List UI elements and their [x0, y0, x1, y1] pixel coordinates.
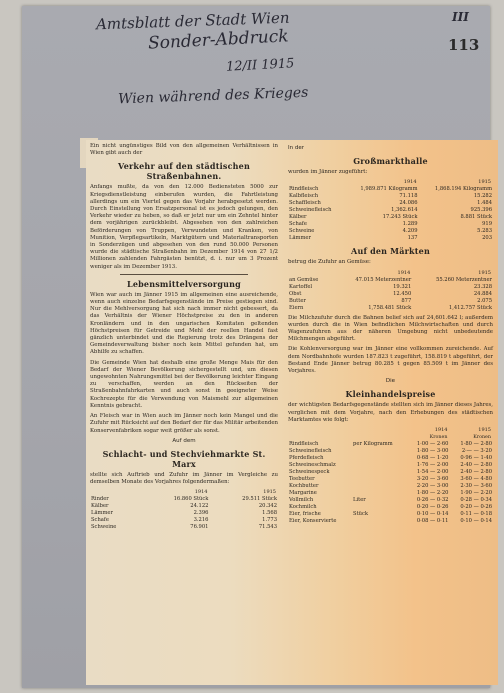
intro-text: Ein nicht ungünstiges Bild von den allgemeinen Verhältnissen in Wien gibt auch der: [90, 143, 278, 157]
value-cell: 1.289: [402, 221, 418, 228]
item-cell: Kalbfleisch: [289, 193, 319, 200]
table-row: [288, 441, 493, 448]
heading-lebensmittel: Lebensmittelversorgung: [127, 278, 241, 289]
unit-row: [288, 434, 493, 441]
table-row: [288, 200, 493, 207]
value-cell: 1,989.871 Kilogramm: [360, 186, 418, 193]
value-cell: 29.511 Stück: [242, 496, 277, 503]
unit-cell: [352, 469, 406, 476]
table-row: [288, 284, 493, 291]
item-cell: Vollmilch: [289, 497, 314, 504]
unit-cell: [352, 504, 406, 511]
item-cell: Schaffleisch: [289, 200, 321, 207]
item-cell: Rindfleisch: [289, 186, 319, 193]
table-row: [90, 517, 278, 524]
table-row: [288, 214, 493, 221]
heading-maerkte: Auf den Märkten: [351, 246, 430, 257]
value-cell: 1·54 — 2·00: [416, 469, 449, 476]
lebensmittel-paragraph-1: Wien war auch im Jänner 1915 im allgemeinen eine ausreichende, wenn auch einzelne Bedarfsgegenstände im Preise gestiegen sind. Nur die Mehlversorgung hat sich nach immer nicht gebessert, da das Verhältnis der Wiener Höchstpreise zu den in anderen Kronländern und in den ungarischen Komitaten geltenden Höchstpreisen für Getreide und Mehl der reellen Handel fast gänzlich unterbindet und die Regierung trotz des Drängens der Gemeindeverwaltung bisher noch kein Mittel gefunden hat, um Abhilfe zu schaffen.: [90, 291, 278, 356]
klein-table: [288, 427, 493, 525]
table-row: [288, 497, 493, 504]
value-cell: 55.260 Meterzentner: [436, 276, 492, 283]
table-row: [288, 207, 493, 214]
value-cell: 203: [482, 235, 492, 242]
value-cell: 877: [401, 297, 412, 304]
value-cell: 919: [482, 221, 492, 228]
heading-kleinhandelspreise: Kleinhandelspreise: [345, 389, 436, 400]
unit-cell: [352, 490, 406, 497]
value-cell: 17.243 Stück: [382, 214, 418, 221]
value-cell: 0·20 — 0·26: [416, 504, 449, 511]
value-cell: 2.075: [477, 297, 492, 304]
table-header-row: [288, 427, 493, 434]
value-cell: 5.283: [477, 228, 492, 235]
item-cell: Eiern: [289, 304, 304, 311]
schlacht-intro: stellte sich Auftrieb und Zufuhr im Jänner im Vergleiche zu demselben Monate des Vorjahres folgendermaßen:: [90, 471, 278, 486]
value-cell: 1.484: [477, 200, 492, 207]
item-cell: Kartoffel: [289, 283, 313, 290]
item-cell: Kälber: [289, 214, 307, 221]
value-cell: 0·26 — 0·32: [416, 497, 449, 504]
item-cell: Obst: [289, 290, 302, 297]
value-cell: 0·11 — 0·18: [460, 511, 492, 518]
item-cell: Schweinefleisch: [289, 207, 332, 214]
table-header-row: [288, 179, 493, 186]
handwritten-note: Wien während des Krieges: [117, 84, 309, 108]
table-row: [288, 228, 493, 235]
value-cell: 1·80 — 2·20: [416, 490, 449, 497]
value-cell: 19.321: [393, 283, 412, 290]
lebensmittel-paragraph-3: An Fleisch war in Wien auch im Jänner noch kein Mangel und die Zufuhr mit Rücksicht auf den Bedarf der für das Militär arbeitenden Konservenfabriken sogar weit größer als sonst.: [90, 413, 278, 434]
maerkte-table: [288, 270, 493, 312]
item-cell: Teebutter: [289, 476, 315, 483]
item-cell: Eier, frische: [289, 511, 321, 518]
table-row: [288, 455, 493, 462]
value-cell: 12.450: [393, 290, 412, 297]
value-cell: 0·08 — 0·11: [416, 518, 449, 525]
value-cell: 1,362.614: [391, 207, 418, 214]
value-cell: 2.396: [193, 510, 209, 517]
item-cell: Schweine: [91, 524, 117, 531]
right-column: [288, 143, 493, 525]
unit-cell: [352, 483, 406, 490]
table-row: [288, 305, 493, 312]
value-cell: 2·— — 3·20: [461, 448, 492, 455]
item-cell: Lämmer: [289, 235, 311, 242]
divider: [120, 274, 248, 275]
value-cell: 0·68 — 1·20: [416, 455, 449, 462]
table-row: [288, 511, 493, 518]
value-cell: 2·40 — 2·80: [460, 462, 492, 469]
value-cell: 71.118: [399, 193, 418, 200]
value-cell: 76.901: [190, 524, 209, 531]
item-cell: Schafe: [289, 221, 307, 228]
value-cell: 3·20 — 3·60: [416, 476, 449, 483]
value-cell: 0·28 — 0·34: [460, 497, 492, 504]
table-row: [90, 503, 278, 510]
item-cell: Schweine: [289, 228, 315, 235]
item-cell: Schafe: [91, 517, 109, 524]
klein-intro: der wichtigsten Bedarfsgegenstände stellten sich im Jänner dieses Jahres, verglichen mit dem Vorjahre, nach den Erhebungen des städtischen Marktamtes wie folgt:: [288, 402, 493, 423]
handwritten-subtitle: Sonder-Abdruck: [147, 26, 290, 54]
value-cell: 15.282: [473, 193, 492, 200]
table-header-row: [288, 270, 493, 277]
left-column: [90, 143, 278, 531]
value-cell: 8.881 Stück: [460, 214, 492, 221]
gross-table: [288, 179, 493, 242]
gross-pre: In der: [288, 145, 304, 151]
value-cell: 1·80 — 2·80: [460, 441, 492, 448]
item-cell: Kochbutter: [289, 483, 319, 490]
unit-cell: [352, 448, 406, 455]
value-cell: 23.328: [473, 283, 492, 290]
table-header-row: [90, 489, 278, 496]
item-cell: Schweinefleisch: [289, 448, 332, 455]
item-cell: Margarine: [289, 490, 317, 497]
heading-schlacht: Schlacht- und Stechviehmarkte St. Marx: [102, 448, 266, 469]
table-row: [288, 448, 493, 455]
schlacht-table: [90, 489, 278, 531]
table-row: [288, 277, 493, 284]
value-cell: 1.568: [262, 510, 277, 517]
item-cell: Kälber: [91, 503, 109, 510]
table-row: [90, 496, 278, 503]
table-row: [288, 476, 493, 483]
value-cell: 1.773: [262, 517, 277, 524]
year-header: 1914: [194, 489, 208, 496]
item-cell: Lämmer: [91, 510, 113, 517]
table-row: [288, 504, 493, 511]
value-cell: 1·90 — 2·20: [460, 490, 492, 497]
table-row: [288, 469, 493, 476]
table-row: [288, 186, 493, 193]
unit-cell: Stück: [353, 511, 369, 518]
unit-cell: [352, 455, 406, 462]
table-row: [288, 235, 493, 242]
value-cell: 24.086: [399, 200, 418, 207]
table-row: [288, 291, 493, 298]
lebensmittel-paragraph-2: Die Gemeinde Wien hat deshalb eine große Menge Mais für den Bedarf der Wiener Bevölkerung sichergestellt und, um diesen ungewohnten Nahrungsmittel bei der Bevölkerung leichter Eingang zu verschaffen, werden an den Rückseiten der Straßenbahnfahrkarten und auch sonst in geeigneter Weise Kochrezepte für die Verwendung von Maismehl zur allgemeinen Kenntnis gebracht.: [90, 359, 278, 409]
item-cell: Rinder: [91, 496, 109, 503]
value-cell: 16.860 Stück: [173, 496, 209, 503]
klein-pre: Die: [385, 378, 396, 385]
value-cell: 137: [407, 235, 418, 242]
heading-verkehr: Verkehr auf den städtischen Straßenbahnen.: [118, 161, 250, 182]
value-cell: 2·20 — 3·00: [416, 483, 449, 490]
heading-grossmarkthalle: Großmarkthalle: [353, 156, 428, 167]
item-cell: Rindfleisch: [289, 441, 319, 448]
year-header: 1915: [478, 427, 491, 434]
year-header: 1915: [478, 179, 491, 186]
value-cell: 20.342: [258, 503, 277, 510]
value-cell: 3.216: [193, 517, 209, 524]
verkehr-paragraph: Anfangs mußte, da von den 12.000 Bediensteten 5000 zur Kriegsdienstleistung einberufen wurden, die Fahrtleistung allerdings um ein Viertel gegen das Vorjahr herabgesetzt werden. Durch Einstellung von Ersatzpersonal ist es jedoch gelungen, den Verkehr wieder zu heben, so daß er jetzt nur um ein Zehntel hinter dem vorjährigen zurückbleibt. Abgesehen von den zahlreichen Beförderungen von Truppen, Verwundeten und Kranken, von Munition, Verpflegsartikeln, Marktgütern und Materialtransporten in Sonderzügen und abgesehen von den rund 50.000 Personen wurde die städtische Straßenbahn im Dezember 1914 von 27 1/2 Millionen zahlenden Fahrgästen benützt, d. i. nur um 3 Prozent weniger als im Dezember 1913.: [90, 184, 278, 270]
unit-cell: per Kilogramm: [353, 441, 393, 448]
year-header: 1915: [263, 489, 276, 496]
value-cell: 2·40 — 2·80: [460, 469, 492, 476]
value-cell: 47.015 Meterzentner: [355, 276, 412, 283]
schlacht-pre: Auf dem: [172, 437, 196, 444]
value-cell: 925.396: [470, 207, 492, 214]
handwritten-roman-numeral: III: [452, 10, 469, 24]
handwritten-date: 12/II 1915: [225, 56, 295, 75]
unit-header: Kronen: [429, 435, 448, 441]
value-cell: 0·10 — 0·14: [416, 511, 449, 518]
year-header: 1914: [397, 269, 411, 276]
table-row: [288, 221, 493, 228]
value-cell: 4.209: [402, 228, 418, 235]
item-cell: Pferdefleisch: [289, 455, 324, 462]
milch-paragraph: Die Milchzufuhr durch die Bahnen belief sich auf 24,601.642 l; außerdem wurden durch die in Wien befindlichen Milchwirtschaften und durch Wagenzufuhren aus der näheren Umgebung nicht unbedeutende Milchmengen abgeführt.: [288, 314, 493, 343]
table-row: [288, 490, 493, 497]
value-cell: 71.543: [258, 524, 277, 531]
item-cell: an Gemüse: [289, 276, 319, 283]
value-cell: 24.122: [190, 503, 209, 510]
table-row: [288, 298, 493, 305]
unit-cell: [352, 518, 406, 525]
unit-cell: Liter: [353, 497, 366, 504]
table-row: [288, 193, 493, 200]
item-cell: Kochmilch: [289, 504, 317, 511]
item-cell: Butter: [289, 297, 306, 304]
value-cell: 1·80 — 3·00: [416, 448, 449, 455]
year-header: 1914: [403, 179, 417, 186]
value-cell: 1,868.194 Kilogramm: [434, 186, 492, 193]
value-cell: 3·60 — 4·80: [460, 476, 492, 483]
value-cell: 2·30 — 3·60: [460, 483, 492, 490]
table-row: [90, 524, 278, 531]
table-row: [288, 462, 493, 469]
table-row: [90, 510, 278, 517]
gross-intro: wurden im Jänner zugeführt:: [288, 169, 368, 176]
value-cell: 1,412.757 Stück: [448, 304, 492, 311]
kohle-paragraph: Die Kohlenversorgung war im Jänner eine vollkommen zureichende. Auf dem Nordbahnhofe wurden 187.823 t zugeführt, 158.819 t abgeführt, der Bestand Ende Jänner betrug 80.285 t gegen 85.509 t im Jänner des Vorjahres.: [288, 346, 493, 375]
value-cell: 0·96 — 1·40: [460, 455, 492, 462]
table-row: [288, 518, 493, 525]
value-cell: 1·00 — 2·60: [416, 441, 449, 448]
value-cell: 0·20 — 0·26: [460, 504, 492, 511]
handwritten-title: Amtsblatt der Stadt Wien: [95, 8, 290, 34]
item-cell: Eier, Konservierte: [289, 518, 337, 525]
unit-cell: [352, 476, 406, 483]
year-header: 1914: [434, 427, 448, 434]
unit-header: Kronen: [473, 435, 491, 441]
item-cell: Schweineschmalz: [289, 462, 336, 469]
value-cell: 1·76 — 2·00: [416, 462, 449, 469]
value-cell: 1,758.481 Stück: [368, 304, 412, 311]
unit-cell: [352, 462, 406, 469]
item-cell: Schweinespeck: [289, 469, 330, 476]
maerkte-intro: betrug die Zufuhr an Gemüse:: [288, 259, 371, 266]
page-number: 113: [448, 36, 480, 54]
value-cell: 0·10 — 0·14: [460, 518, 492, 525]
year-header: 1915: [478, 269, 491, 276]
value-cell: 24.884: [473, 290, 492, 297]
table-row: [288, 483, 493, 490]
